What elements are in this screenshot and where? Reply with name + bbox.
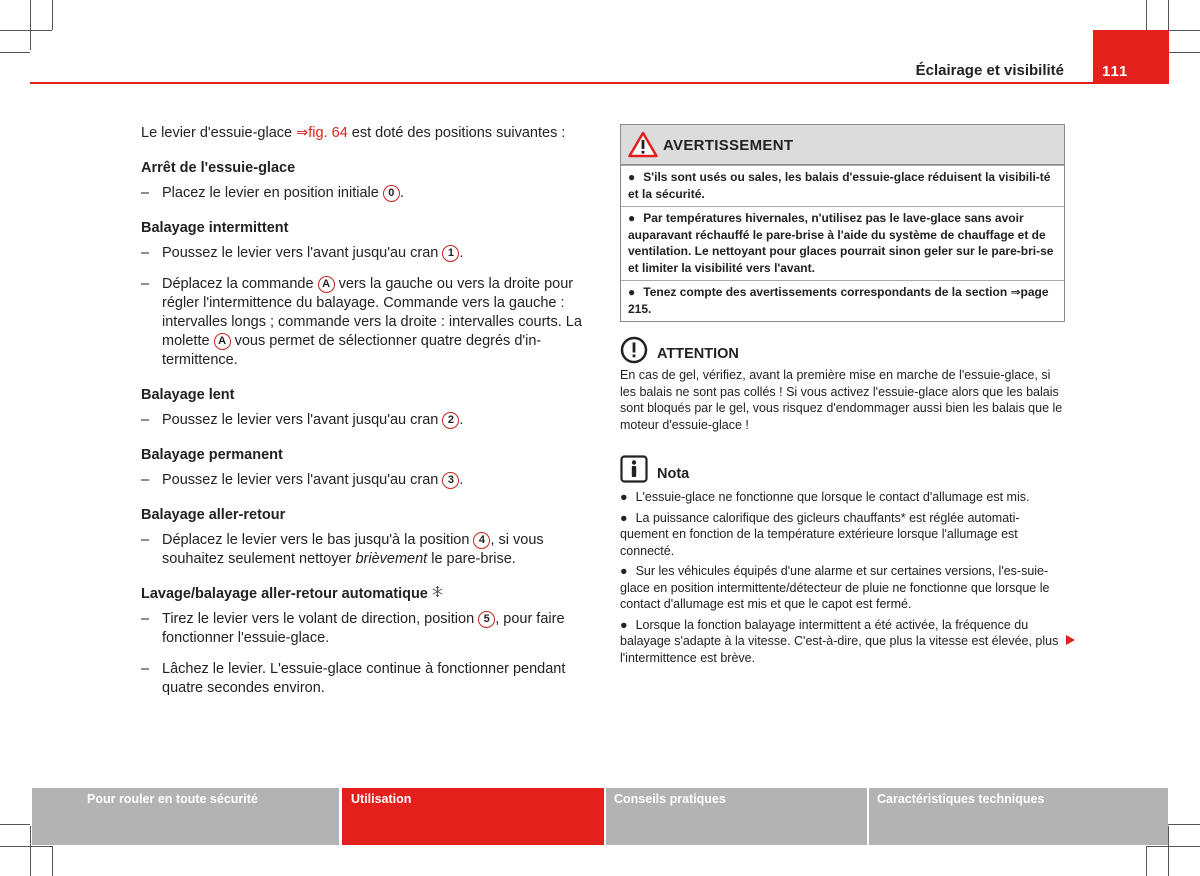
figure-link[interactable]: ⇒fig. 64 — [296, 125, 348, 141]
exclamation-circle-icon — [620, 336, 648, 369]
crop-mark — [0, 846, 52, 847]
section-heading: Balayage intermittent — [141, 220, 289, 236]
crop-mark — [1168, 52, 1200, 53]
footer-tab-specs[interactable]: Caractéristiques techniques — [869, 788, 1168, 845]
control-letter: A — [214, 333, 231, 350]
section-heading: Balayage permanent — [141, 447, 283, 463]
list-item: – Déplacez le levier vers le bas jusqu'à la position 4 , si vous souhaitez seulement nettoyer brièvement le pare-brise. — [141, 532, 544, 567]
crop-mark — [0, 824, 30, 825]
position-number: 3 — [442, 472, 459, 489]
crop-mark — [1168, 824, 1200, 825]
left-column — [141, 124, 583, 714]
section-single-wipe — [141, 506, 583, 569]
section-heading: Arrêt de l'essuie-glace — [141, 160, 296, 176]
section-slow — [141, 386, 583, 430]
info-icon — [620, 455, 648, 488]
page-number: 111 — [1093, 30, 1169, 84]
nota-item: ● Sur les véhicules équipés d'une alarme et sur certaines versions, l'es-suie-glace en position intermittente/détecteur de pluie ne fonctionne que lorsque le contact d'allumage est mis et que le capot est fermé. — [620, 564, 1050, 611]
list-item: – Poussez le levier vers l'avant jusqu'au cran 3 . — [141, 472, 464, 488]
crop-mark — [1168, 826, 1169, 876]
section-stop — [141, 159, 583, 203]
nota-title: Nota — [657, 466, 690, 482]
footer-tab-operation[interactable]: Utilisation — [342, 788, 604, 845]
section-permanent — [141, 446, 583, 490]
position-number: 0 — [383, 185, 400, 202]
list-item: – Lâchez le levier. L'essuie-glace continue à fonctionner pendant quatre secondes environ. — [141, 661, 566, 696]
footer-tabs — [32, 788, 1168, 845]
section-heading: Balayage lent — [141, 387, 235, 403]
warning-item: ● S'ils sont usés ou sales, les balais d'essuie-glace réduisent la visibili-té et la sécurité. — [621, 165, 1064, 206]
continue-arrow-icon[interactable] — [1066, 635, 1075, 645]
list-item: – Déplacez la commande A vers la gauche ou vers la droite pour régler l'intermittence du balayage. Commande vers la gauche : intervalles longs ; commande vers la droite : intervalles courts. La molette A vous permet de sélectionner quatre degrés d'in-termittence. — [141, 276, 582, 368]
footer-tab-safety[interactable]: Pour rouler en toute sécurité — [32, 788, 339, 845]
warning-triangle-icon — [628, 131, 658, 163]
crop-mark — [1146, 846, 1200, 847]
warning-item: ● Tenez compte des avertissements correspondants de la section ⇒page 215. — [621, 280, 1064, 321]
crop-mark — [1146, 846, 1147, 876]
list-item: – Poussez le levier vers l'avant jusqu'au cran 1 . — [141, 245, 464, 261]
attention-text: En cas de gel, vérifiez, avant la première mise en marche de l'essuie-glace, si les balais ne sont pas collés ! Si vous activez l'essuie-glace alors que les balais sont bloqués par le gel, vous risquez d'endommager aussi bien les balais que le moteur d'essuie-glace ! — [620, 368, 1063, 432]
chapter-title: Éclairage et visibilité — [915, 62, 1064, 79]
crop-mark — [52, 846, 53, 876]
header-rule — [30, 82, 1168, 84]
section-heading: Lavage/balayage aller-retour automatique — [141, 585, 583, 604]
warning-item: ● Par températures hivernales, n'utilisez pas le lave-glace sans avoir auparavant réchauffé le pare-brise à l'aide du système de chauffage et de ventilation. Le nettoyant pour glaces pourrait sinon geler sur le pare-bri-se et limiter la visibilité vers l'avant. — [621, 206, 1064, 280]
list-item: – Tirez le levier vers le volant de direction, position 5 , pour faire fonctionner l'essuie-glace. — [141, 611, 565, 646]
attention-title: ATTENTION — [657, 346, 739, 362]
section-auto-wash — [141, 585, 583, 698]
crop-mark — [0, 52, 30, 53]
footer-tab-tips[interactable]: Conseils pratiques — [606, 788, 867, 845]
list-item: – Placez le levier en position initiale 0 . — [141, 185, 404, 201]
nota-item: ● L'essuie-glace ne fonctionne que lorsque le contact d'allumage est mis. — [620, 490, 1030, 504]
position-number: 5 — [478, 611, 495, 628]
nota-header — [620, 455, 1065, 485]
nota-item: ● La puissance calorifique des gicleurs chauffants* est réglée automati-quement en fonction de la température extérieure lorsque l'allumage est connecté. — [620, 510, 1020, 558]
nota-item: ● Lorsque la fonction balayage intermittent a été activée, la fréquence du balayage s'adapte à la vitesse. C'est-à-dire, que plus la vitesse est élevée, plus l'intermittence est brève. — [620, 617, 1059, 665]
warning-header — [621, 125, 1064, 165]
right-column — [620, 124, 1065, 666]
section-heading: Balayage aller-retour — [141, 507, 286, 523]
crop-mark — [30, 0, 31, 50]
crop-mark — [52, 0, 53, 30]
list-item: – Poussez le levier vers l'avant jusqu'au cran 2 . — [141, 412, 464, 428]
snowflake-icon — [431, 585, 444, 598]
intro-paragraph: Le levier d'essuie-glace ⇒fig. 64 est doté des positions suivantes : — [141, 125, 566, 141]
control-letter: A — [318, 276, 335, 293]
crop-mark — [1146, 0, 1147, 30]
crop-mark — [30, 826, 31, 876]
warning-box — [620, 124, 1065, 322]
position-number: 2 — [442, 412, 459, 429]
attention-header — [620, 336, 1065, 364]
position-number: 1 — [442, 245, 459, 262]
position-number: 4 — [473, 532, 490, 549]
section-intermittent — [141, 219, 583, 370]
warning-title: AVERTISSEMENT — [663, 137, 794, 154]
crop-mark — [0, 30, 52, 31]
